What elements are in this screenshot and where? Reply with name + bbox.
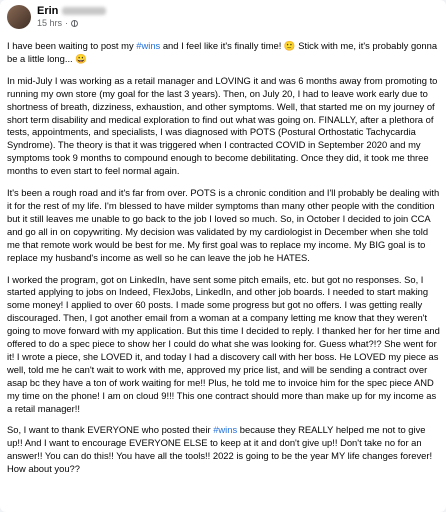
- separator-dot: ·: [65, 18, 69, 28]
- redacted-surname: [62, 7, 106, 15]
- paragraph-1: [7, 40, 443, 66]
- paragraph-5: [7, 424, 443, 476]
- post-timestamp[interactable]: 15 hrs: [37, 18, 63, 28]
- post-body: [7, 40, 443, 485]
- text-segment: because they REALLY helped me not to give up!! And I want to encourage EVERYONE ELSE to keep at it and don't give up!! Don't take no for an answer!! You can do this!! You have all the tools!! 2022 is going to be the year MY life changes forever! How about you??: [7, 424, 433, 475]
- hashtag-wins[interactable]: #wins: [213, 424, 238, 436]
- post-time-row: [37, 17, 106, 29]
- post-header: [7, 4, 106, 29]
- paragraph-2: In mid-July I was working as a retail manager and LOVING it and was 6 months away from promoting to running my own store (my goal for the last 3 years). Then, on July 20, I had to leave work early due to shortness of breath, dizziness, exhaustion, and other symptoms. Well, that started me on my journey of short term disability and medical exploration to find out what was going on. FINALLY, after a plethora of tests, appointments, and specialists, I was diagnosed with POTS (Postural Orthostatic Tachycardia Syndrome). The theory is that it was triggered when I contracted COVID in September 2020 and my symptoms took 9 months to compound enough to become debilitating. Once they did, it took me three months to even start to feel normal again.: [7, 74, 438, 177]
- author-name[interactable]: Erin: [37, 4, 59, 17]
- author-name-row: [37, 4, 106, 17]
- author-avatar[interactable]: [7, 5, 31, 29]
- text-segment: I have been waiting to post my: [7, 40, 137, 51]
- paragraph-4: I worked the program, got on LinkedIn, have sent some pitch emails, etc. but got no responses. So, I started applying to jobs on Indeed, FlexJobs, LinkedIn, and other job boards. I needed to start making some money! I applied to over 60 posts. I made some progress but got no offers. I was getting really discouraged. Then, I got another email from a woman at a company letting me know that they weren't going to move forward with my application. But this time I decided to reply. I thanked her for her time and offered to do a spec piece to show her I could do what she was looking for. Guess what?!? She went for it! I wrote a piece, she LOVED it, and today I had a discovery call with her boss. He LOVED my piece as well, told me he can't wait to work with me, approved my price list, and will be sending a contract over asap bc they have a ton of work waiting for me!! Plus, he told me to invoice him for the spec piece AND my time on the phone! I am on cloud 9!!! This one contract should more than make up for my income as a retail manager!!: [7, 273, 440, 414]
- hashtag-wins[interactable]: #wins: [136, 40, 161, 51]
- paragraph-3: It's been a rough road and it's far from over. POTS is a chronic condition and I'll probably be dealing with it for the rest of my life. I'm blessed to have milder symptoms than many other people with the condition but it still leaves me unable to go back to the job I loved so much. So, in October I decided to join CCA and go all in on copywriting. My decision was validated by my cardiologist in December when she told me that remote work would be best for me. My first goal was to replace my income. My BIG goal is to replace my husband's income as well so he can leave the job he HATES.: [7, 187, 440, 263]
- text-segment: So, I want to thank EVERYONE who posted their: [7, 424, 214, 436]
- globe-icon: [71, 20, 78, 27]
- text-segment: and I feel like it's finally time! 🙂 Stick with me, it's probably gonna be a little long... 😀: [7, 40, 438, 64]
- author-meta: [37, 4, 106, 29]
